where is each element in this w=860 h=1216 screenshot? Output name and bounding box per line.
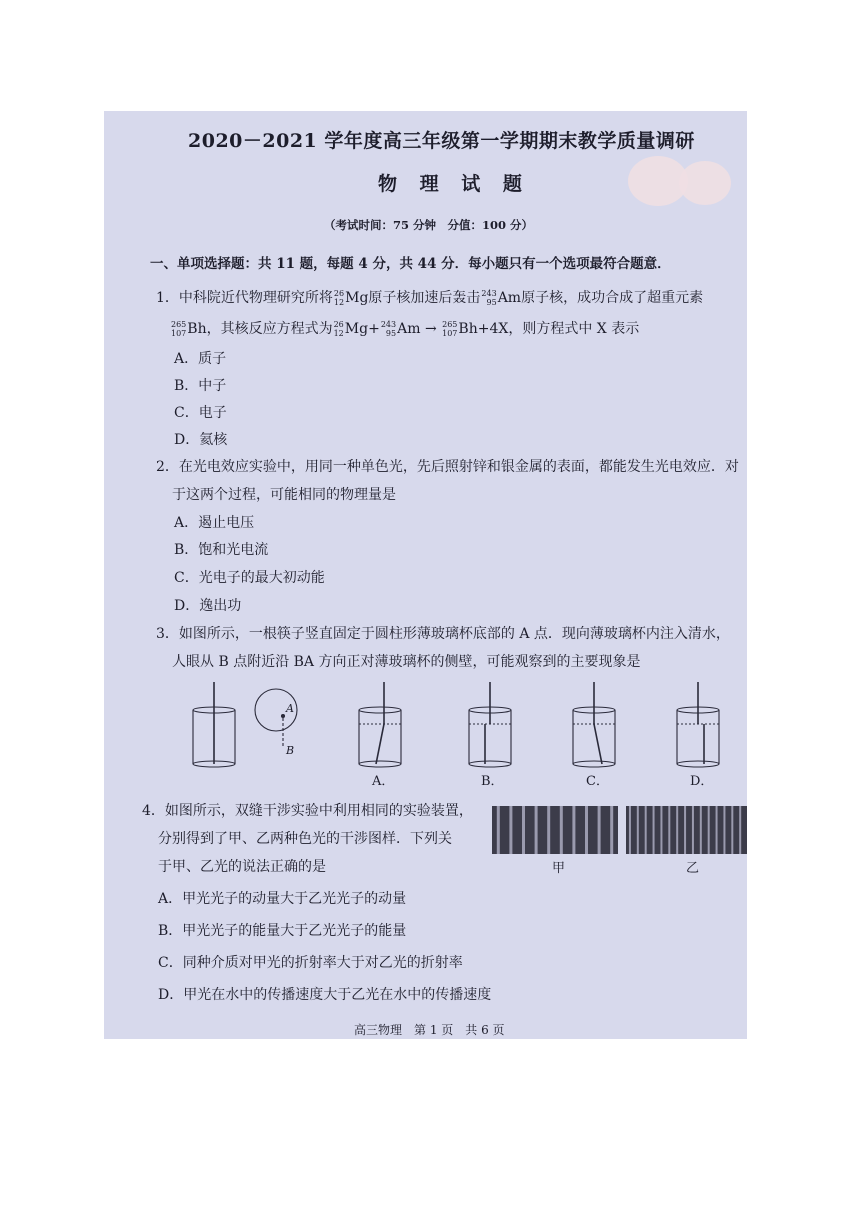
q1-option-d: D．氦核 <box>174 432 228 448</box>
q2-option-a: A．遏止电压 <box>174 515 255 531</box>
exam-page-photo <box>104 111 747 1039</box>
bright-fringe <box>645 806 647 854</box>
bright-fringe <box>547 806 550 854</box>
q1-line1: 1．中科院近代物理研究所将 26 12 Mg原子核加速后轰击 243 95 Am原子核，成功合成了超重元素 <box>156 289 704 307</box>
pattern-background <box>626 806 747 854</box>
fig-label-d: D． <box>690 774 714 789</box>
setup-cup <box>193 682 235 767</box>
q4-line2: 分别得到了甲、乙两种色光的干涉图样．下列关 <box>158 831 452 847</box>
bright-fringe <box>629 806 631 854</box>
bright-fringe <box>700 806 702 854</box>
bright-fringe <box>739 806 741 854</box>
fig-label-c: C． <box>586 774 609 789</box>
top-view <box>255 689 297 748</box>
exam-subject: 物 理 试 题 <box>378 173 530 195</box>
q4-option-a: A．甲光光子的动量大于乙光光子的动量 <box>158 891 407 907</box>
q2-option-b: B．饱和光电流 <box>174 542 269 558</box>
q4-option-c: C．同种介质对甲光的折射率大于对乙光的折射率 <box>158 955 463 971</box>
exam-title: 2020－2021 学年度高三年级第一学期期末教学质量调研 <box>188 130 695 152</box>
q3-line2: 人眼从 B 点附近沿 BA 方向正对薄玻璃杯的侧壁，可能观察到的主要现象是 <box>172 654 641 670</box>
bright-fringe <box>497 806 500 854</box>
fig-label-b: B． <box>481 774 504 789</box>
bright-fringe <box>535 806 538 854</box>
page-footer: 高三物理 第 1 页 共 6 页 <box>354 1023 505 1037</box>
fig-label-a: A． <box>372 774 395 789</box>
q4-option-d: D．甲光在水中的传播速度大于乙光在水中的传播速度 <box>158 987 492 1003</box>
pattern-jia <box>492 806 618 854</box>
bright-fringe <box>653 806 655 854</box>
q1-option-a: A．质子 <box>174 351 227 367</box>
bright-fringe <box>716 806 718 854</box>
bright-fringe <box>610 806 613 854</box>
bright-fringe <box>692 806 694 854</box>
pattern-yi <box>626 806 747 854</box>
section-heading: 一、单项选择题：共 11 题，每题 4 分，共 44 分．每小题只有一个选项最符合题意． <box>150 256 671 272</box>
option-b-cup <box>469 682 511 767</box>
bright-fringe <box>708 806 710 854</box>
q2-line2: 于这两个过程，可能相同的物理量是 <box>172 487 396 503</box>
q3-diagram <box>104 676 747 796</box>
bright-fringe <box>598 806 601 854</box>
option-d-cup <box>677 682 719 767</box>
q2-line1: 2．在光电效应实验中，用同一种单色光，先后照射锌和银金属的表面，都能发生光电效应．对 <box>156 459 739 475</box>
bright-fringe <box>684 806 686 854</box>
bright-fringe <box>572 806 575 854</box>
bright-fringe <box>522 806 525 854</box>
bright-fringe <box>637 806 639 854</box>
q2-option-d: D．逸出功 <box>174 598 242 614</box>
redaction-blot <box>679 161 731 205</box>
bright-fringe <box>560 806 563 854</box>
point-b-label: B <box>286 744 295 757</box>
exam-info: （考试时间：75 分钟 分值：100 分） <box>324 218 534 232</box>
q1-option-b: B．中子 <box>174 378 227 394</box>
pattern-label-jia: 甲 <box>552 861 566 876</box>
q2-option-c: C．光电子的最大初动能 <box>174 570 325 586</box>
q4-line1: 4．如图所示，双缝干涉实验中利用相同的实验装置， <box>142 803 473 819</box>
bright-fringe <box>723 806 725 854</box>
q4-option-b: B．甲光光子的能量大于乙光光子的能量 <box>158 923 407 939</box>
bright-fringe <box>731 806 733 854</box>
point-a-label: A <box>286 702 294 715</box>
q1-option-c: C．电子 <box>174 405 227 421</box>
q4-line3: 于甲、乙光的说法正确的是 <box>158 859 326 875</box>
bright-fringe <box>585 806 588 854</box>
option-a-cup <box>359 682 401 767</box>
pattern-label-yi: 乙 <box>686 861 700 876</box>
bright-fringe <box>668 806 670 854</box>
bright-fringe <box>660 806 662 854</box>
interference-patterns <box>492 806 747 858</box>
bright-fringe <box>676 806 678 854</box>
option-c-cup <box>573 682 615 767</box>
q3-line1: 3．如图所示，一根筷子竖直固定于圆柱形薄玻璃杯底部的 A 点．现向薄玻璃杯内注入清水， <box>156 626 730 642</box>
bright-fringe <box>509 806 512 854</box>
q1-line2: 265 107 Bh，其核反应方程式为 26 12 Mg+ 243 95 Am → 265 107 Bh+4X，则方程式中 X 表示 <box>171 320 640 338</box>
